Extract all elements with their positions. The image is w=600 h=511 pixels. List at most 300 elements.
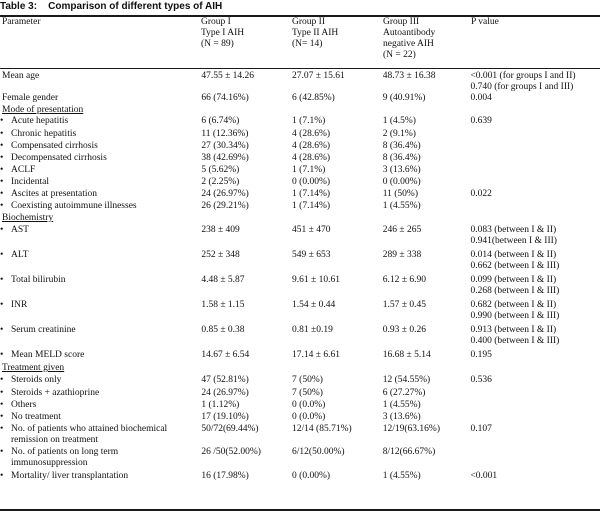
parameter-label: Total bilirubin xyxy=(11,275,66,285)
table-row xyxy=(0,375,600,388)
bullet-icon: • xyxy=(0,350,4,360)
group-2-cell xyxy=(292,153,383,165)
group-2-cell-value: 549 ± 653 xyxy=(292,250,331,260)
table-row xyxy=(0,300,600,325)
group-2-cell-value: 0 (0.00%) xyxy=(292,471,331,481)
bullet-icon: • xyxy=(0,300,4,310)
p-value-cell xyxy=(470,275,600,300)
section-heading: Mode of presentation xyxy=(2,105,84,115)
group-2-cell-value: 9.61 ± 10.61 xyxy=(292,275,340,285)
group-3-cell-value: 8 (36.4%) xyxy=(382,153,421,163)
table-row xyxy=(0,153,600,165)
bullet-icon: • xyxy=(0,189,4,199)
group-1-cell-value: 27 (30.34%) xyxy=(201,141,249,151)
group-3-cell-value: 11 (50%) xyxy=(382,189,418,199)
p-value-cell-value: 0.099 (between I & II) xyxy=(470,275,557,285)
group-2-cell xyxy=(292,471,383,483)
parameter-label: No. of patients on long term xyxy=(11,447,119,457)
group-2-cell xyxy=(292,250,383,275)
table-caption xyxy=(0,0,600,13)
group-1-cell-value: 47 (52.81%) xyxy=(201,375,249,385)
group-1-cell xyxy=(201,400,292,412)
bullet-icon: • xyxy=(0,400,4,410)
bullet-icon: • xyxy=(0,165,4,175)
table-row xyxy=(0,424,600,447)
p-value-cell xyxy=(470,71,600,93)
group-3-cell xyxy=(383,116,471,129)
parameter-label: Chronic hepatitis xyxy=(11,129,77,139)
parameter-cell xyxy=(0,325,201,350)
parameter-cell xyxy=(0,250,201,275)
group-1-cell-value: 6 (6.74%) xyxy=(201,116,240,126)
header-group-1 xyxy=(201,17,244,50)
header-group-1-line-3: (N = 89) xyxy=(201,39,234,49)
group-1-cell-value: 38 (42.69%) xyxy=(201,153,249,163)
p-value-cell xyxy=(470,250,600,275)
table-row xyxy=(0,116,600,129)
group-2-cell xyxy=(292,93,383,105)
group-3-cell xyxy=(383,300,471,325)
header-parameter xyxy=(2,17,41,28)
group-2-cell-value: 0.81 ±0.19 xyxy=(292,325,333,335)
parameter-label: Mean age xyxy=(2,71,40,81)
group-1-cell-value: 252 ± 348 xyxy=(201,250,240,260)
bullet-icon: • xyxy=(0,447,4,457)
group-3-cell xyxy=(383,141,471,153)
table-row xyxy=(0,201,600,213)
bullet-icon: • xyxy=(0,201,4,211)
bullet-icon: • xyxy=(0,225,4,235)
group-1-cell-value: 5 (5.62%) xyxy=(201,165,240,175)
header-p-value-label: P value xyxy=(471,17,499,27)
group-3-cell xyxy=(383,177,471,189)
group-3-cell xyxy=(383,201,471,213)
table-body xyxy=(0,71,600,483)
group-2-cell-value: 1 (7.1%) xyxy=(292,165,326,175)
group-2-cell xyxy=(292,275,383,300)
parameter-cell xyxy=(0,350,201,363)
parameter-cell xyxy=(0,447,201,471)
parameter-cell xyxy=(0,424,201,447)
group-1-cell xyxy=(201,189,292,201)
p-value-cell xyxy=(470,201,600,213)
group-1-cell xyxy=(201,471,292,483)
p-value-cell xyxy=(470,412,600,424)
parameter-cell xyxy=(0,165,201,177)
group-2-cell-value: 0 (0.0%) xyxy=(292,412,326,422)
group-1-cell-value: 1.58 ± 1.15 xyxy=(201,300,245,310)
group-2-cell xyxy=(292,129,383,141)
section-row xyxy=(0,363,600,375)
section-heading: Treatment given xyxy=(2,363,65,373)
p-value-cell-value: <0.001 (for groups I and II) xyxy=(470,71,576,81)
group-3-cell-value: 8/12(66.67%) xyxy=(382,447,436,457)
header-p-value xyxy=(471,17,499,28)
header-group-3-line-2: Autoantibody xyxy=(383,28,436,38)
p-value-cell-value: 0.990 (between I & III) xyxy=(470,311,560,321)
group-1-cell xyxy=(201,275,292,300)
parameter-cell xyxy=(0,471,201,483)
p-value-cell-value: 0.014 (between I & II) xyxy=(470,250,557,260)
group-2-cell xyxy=(292,165,383,177)
p-value-cell xyxy=(470,424,600,447)
header-group-2 xyxy=(292,17,338,50)
group-3-cell xyxy=(383,424,471,447)
parameter-cell xyxy=(0,213,202,225)
group-3-cell xyxy=(383,71,471,93)
header-group-2-line-1: Group II xyxy=(292,17,325,27)
group-1-cell-value: 16 (17.98%) xyxy=(201,471,249,481)
parameter-label: Compensated cirrhosis xyxy=(11,141,98,151)
table-row xyxy=(0,471,600,483)
group-2-cell xyxy=(292,350,383,363)
parameter-cell xyxy=(0,201,201,213)
group-2-cell xyxy=(292,424,383,447)
bullet-icon: • xyxy=(0,275,4,285)
group-1-cell-value: 2 (2.25%) xyxy=(201,177,240,187)
parameter-label: Ascites at presentation xyxy=(11,189,98,199)
group-3-cell-value: 0 (0.00%) xyxy=(382,177,421,187)
header-parameter-label: Parameter xyxy=(2,17,41,27)
group-3-cell-value: 1 (4.5%) xyxy=(382,116,416,126)
parameter-cell xyxy=(0,400,201,412)
table-row xyxy=(0,177,600,189)
header-group-1-line-2: Type I AIH xyxy=(201,28,245,38)
group-2-cell xyxy=(292,400,383,412)
group-2-cell-value: 4 (28.6%) xyxy=(292,141,331,151)
group-3-cell xyxy=(383,412,471,424)
table-row xyxy=(0,388,600,400)
group-2-cell-value: 17.14 ± 6.61 xyxy=(292,350,340,360)
parameter-label: Mean MELD score xyxy=(11,350,85,360)
p-value-cell xyxy=(470,177,600,189)
p-value-cell xyxy=(470,93,600,105)
parameter-label: AST xyxy=(11,225,29,235)
parameter-cell xyxy=(0,71,201,93)
group-1-cell xyxy=(201,424,292,447)
group-3-cell-value: 16.68 ± 5.14 xyxy=(382,350,431,360)
group-1-cell-value: 17 (19.10%) xyxy=(201,412,249,422)
parameter-label: Incidental xyxy=(11,177,49,187)
header-rule xyxy=(0,68,600,69)
group-3-cell-value: 6 (27.27%) xyxy=(382,388,426,398)
bullet-icon: • xyxy=(0,129,4,139)
group-3-cell-value: 3 (13.6%) xyxy=(382,165,421,175)
parameter-label: No. of patients who attained biochemical xyxy=(11,424,168,434)
group-1-cell xyxy=(201,375,292,388)
group-1-cell xyxy=(201,116,292,129)
group-2-cell-value: 0 (0.0%) xyxy=(292,400,326,410)
table-row xyxy=(0,250,600,275)
group-3-cell xyxy=(383,375,471,388)
parameter-label: Female gender xyxy=(2,93,59,103)
header-group-3-line-3: negative AIH xyxy=(383,39,434,49)
group-2-cell-value: 1 (7.1%) xyxy=(292,116,326,126)
group-1-cell xyxy=(201,447,292,471)
parameter-label: Acute hepatitis xyxy=(11,116,69,126)
group-1-cell xyxy=(201,93,292,105)
group-1-cell xyxy=(201,71,292,93)
section-row xyxy=(0,213,600,225)
table-row xyxy=(0,325,600,350)
group-3-cell-value: 1 (4.55%) xyxy=(382,400,421,410)
parameter-label: ALT xyxy=(11,250,29,260)
table-row xyxy=(0,350,600,363)
group-3-cell-value: 9 (40.91%) xyxy=(382,93,426,103)
header-group-2-line-3: (N= 14) xyxy=(292,39,323,49)
p-value-cell-value: 0.941(between I & III) xyxy=(470,236,557,246)
group-1-cell xyxy=(201,388,292,400)
bullet-icon: • xyxy=(0,177,4,187)
group-2-cell xyxy=(292,71,383,93)
parameter-cell xyxy=(0,275,201,300)
parameter-cell xyxy=(0,388,201,400)
group-3-cell xyxy=(383,189,471,201)
group-3-cell-value: 12/19(63.16%) xyxy=(382,424,440,434)
group-1-cell-value: 47.55 ± 14.26 xyxy=(201,71,255,81)
group-2-cell xyxy=(292,375,383,388)
group-2-cell xyxy=(292,189,383,201)
p-value-cell xyxy=(470,165,600,177)
p-value-cell-value: 0.536 xyxy=(470,375,492,385)
section-row xyxy=(0,105,600,116)
section-heading: Biochemistry xyxy=(2,213,54,223)
p-value-cell-value: 0.682 (between I & II) xyxy=(470,300,557,310)
group-3-cell xyxy=(383,129,471,141)
group-3-cell-value: 12 (54.55%) xyxy=(382,375,431,385)
group-3-cell xyxy=(383,275,471,300)
group-2-cell-value: 1 (7.14%) xyxy=(292,189,331,199)
p-value-cell xyxy=(470,375,600,388)
parameter-cell xyxy=(0,141,201,153)
p-value-cell-value: 0.268 (between I & III) xyxy=(470,286,560,296)
p-value-cell-value: 0.740 (for groups I and III) xyxy=(470,82,574,92)
bullet-icon: • xyxy=(0,141,4,151)
table-title: Comparison of different types of AIH xyxy=(48,1,223,12)
parameter-label: Coexisting autoimmune illnesses xyxy=(11,201,137,211)
group-3-cell xyxy=(383,400,471,412)
group-1-cell-value: 24 (26.97%) xyxy=(201,189,249,199)
parameter-cell xyxy=(0,177,201,189)
table-row xyxy=(0,93,600,105)
group-1-cell xyxy=(201,165,292,177)
p-value-cell-value: 0.913 (between I & II) xyxy=(470,325,557,335)
group-2-cell xyxy=(292,412,383,424)
parameter-cell xyxy=(0,116,201,129)
group-2-cell-value: 6/12(50.00%) xyxy=(292,447,345,457)
p-value-cell xyxy=(470,325,600,350)
header-group-3-line-4: (N = 22) xyxy=(383,50,416,60)
p-value-cell xyxy=(470,447,600,471)
parameter-label: INR xyxy=(11,300,28,310)
group-2-cell-value: 1 (7.14%) xyxy=(292,201,331,211)
p-value-cell xyxy=(470,400,600,412)
p-value-cell-value: 0.639 xyxy=(470,116,492,126)
group-3-cell-value: 1 (4.55%) xyxy=(382,201,421,211)
group-3-cell xyxy=(383,165,471,177)
p-value-cell-value: 0.083 (between I & II) xyxy=(470,225,557,235)
group-1-cell xyxy=(201,153,292,165)
p-value-cell-value: 0.004 xyxy=(470,93,492,103)
group-2-cell-value: 12/14 (85.71%) xyxy=(292,424,352,434)
p-value-cell-value: 0.195 xyxy=(470,350,492,360)
group-3-cell-value: 1 (4.55%) xyxy=(382,471,421,481)
group-2-cell-value: 7 (50%) xyxy=(292,375,323,385)
group-3-cell-value: 1.57 ± 0.45 xyxy=(382,300,426,310)
parameter-label: ACLF xyxy=(11,165,36,175)
group-2-cell xyxy=(292,225,383,250)
group-1-cell-value: 11 (12.36%) xyxy=(201,129,249,139)
bullet-icon: • xyxy=(0,250,4,260)
group-1-cell-value: 14.67 ± 6.54 xyxy=(201,350,250,360)
group-3-cell xyxy=(383,447,471,471)
header-group-3 xyxy=(383,17,435,61)
group-1-cell-value: 1 (1.12%) xyxy=(201,400,240,410)
group-3-cell xyxy=(383,250,471,275)
group-2-cell xyxy=(292,447,383,471)
table-row xyxy=(0,275,600,300)
p-value-cell xyxy=(470,189,600,201)
parameter-cell xyxy=(0,129,201,141)
parameter-label: Mortality/ liver transplantation xyxy=(11,471,129,481)
parameter-cell xyxy=(0,153,201,165)
p-value-cell-value: 0.400 (between I & III) xyxy=(470,336,560,346)
group-1-cell xyxy=(201,350,292,363)
p-value-cell xyxy=(470,350,600,363)
group-3-cell-value: 289 ± 338 xyxy=(382,250,422,260)
table-row xyxy=(0,412,600,424)
group-2-cell xyxy=(292,116,383,129)
group-1-cell xyxy=(201,225,292,250)
p-value-cell xyxy=(470,388,600,400)
parameter-cell xyxy=(0,300,201,325)
group-2-cell xyxy=(292,388,383,400)
group-1-cell-value: 26 (29.21%) xyxy=(201,201,249,211)
p-value-cell xyxy=(470,116,600,129)
group-3-cell-value: 2 (9.1%) xyxy=(382,129,416,139)
group-1-cell-value: 26 /50(52.00%) xyxy=(201,447,261,457)
bullet-icon: • xyxy=(0,153,4,163)
table-row xyxy=(0,71,600,93)
group-3-cell xyxy=(383,93,471,105)
table-row xyxy=(0,400,600,412)
group-1-cell-value: 238 ± 409 xyxy=(201,225,240,235)
table-number: Table 3: xyxy=(0,1,38,12)
p-value-cell xyxy=(470,300,600,325)
group-1-cell xyxy=(201,250,292,275)
parameter-label: immunosuppression xyxy=(11,458,88,468)
parameter-label: Steroids + azathioprine xyxy=(11,388,100,398)
bullet-icon: • xyxy=(0,325,4,335)
group-2-cell xyxy=(292,201,383,213)
group-2-cell-value: 4 (28.6%) xyxy=(292,153,331,163)
parameter-cell xyxy=(0,105,202,116)
parameter-label: Serum creatinine xyxy=(11,325,76,335)
group-3-cell-value: 6.12 ± 6.90 xyxy=(382,275,426,285)
header-group-1-line-1: Group I xyxy=(201,17,231,27)
parameter-cell xyxy=(0,93,201,105)
group-3-cell xyxy=(383,471,471,483)
p-value-cell xyxy=(470,225,600,250)
header-group-3-line-1: Group III xyxy=(383,17,420,27)
group-2-cell xyxy=(292,177,383,189)
table-row xyxy=(0,129,600,141)
p-value-cell xyxy=(470,471,600,483)
group-3-cell-value: 0.93 ± 0.26 xyxy=(382,325,426,335)
group-2-cell-value: 1.54 ± 0.44 xyxy=(292,300,336,310)
p-value-cell-value: 0.662 (between I & III) xyxy=(470,261,560,271)
group-1-cell xyxy=(201,325,292,350)
group-3-cell-value: 3 (13.6%) xyxy=(382,412,421,422)
group-3-cell-value: 246 ± 265 xyxy=(382,225,422,235)
bullet-icon: • xyxy=(0,471,4,481)
parameter-cell xyxy=(0,189,201,201)
group-2-cell-value: 0 (0.00%) xyxy=(292,177,331,187)
parameter-label: Others xyxy=(11,400,37,410)
parameter-label: Steroids only xyxy=(11,375,62,385)
p-value-cell-value: 0.022 xyxy=(470,189,492,199)
table-row xyxy=(0,165,600,177)
p-value-cell xyxy=(470,141,600,153)
group-1-cell-value: 4.48 ± 5.87 xyxy=(201,275,245,285)
p-value-cell xyxy=(470,129,600,141)
group-1-cell xyxy=(201,412,292,424)
group-1-cell-value: 50/72(69.44%) xyxy=(201,424,259,434)
parameter-label: remission on treatment xyxy=(11,435,99,445)
group-2-cell xyxy=(292,141,383,153)
group-2-cell-value: 6 (42.85%) xyxy=(292,93,335,103)
group-2-cell-value: 7 (50%) xyxy=(292,388,323,398)
group-1-cell xyxy=(201,141,292,153)
group-2-cell-value: 451 ± 470 xyxy=(292,225,331,235)
group-3-cell xyxy=(383,325,471,350)
group-2-cell xyxy=(292,325,383,350)
table-row xyxy=(0,225,600,250)
bullet-icon: • xyxy=(0,116,4,126)
group-3-cell xyxy=(383,388,471,400)
parameter-label: No treatment xyxy=(11,412,61,422)
table-row xyxy=(0,141,600,153)
table-row xyxy=(0,189,600,201)
group-3-cell xyxy=(383,153,471,165)
group-2-cell xyxy=(292,300,383,325)
group-3-cell xyxy=(383,225,471,250)
group-1-cell xyxy=(201,300,292,325)
bullet-icon: • xyxy=(0,388,4,398)
header-group-2-line-2: Type II AIH xyxy=(292,28,339,38)
parameter-label: Decompensated cirrhosis xyxy=(11,153,107,163)
p-value-cell-value: 0.107 xyxy=(470,424,492,434)
parameter-cell xyxy=(0,225,201,250)
group-3-cell xyxy=(383,350,471,363)
parameter-cell xyxy=(0,412,201,424)
p-value-cell-value: <0.001 xyxy=(470,471,498,481)
group-1-cell-value: 66 (74.16%) xyxy=(201,93,249,103)
group-3-cell-value: 48.73 ± 16.38 xyxy=(382,71,436,81)
bullet-icon: • xyxy=(0,424,4,434)
parameter-cell xyxy=(0,363,202,375)
group-1-cell xyxy=(201,129,292,141)
table-row xyxy=(0,447,600,471)
group-1-cell-value: 0.85 ± 0.38 xyxy=(201,325,245,335)
group-1-cell xyxy=(201,177,292,189)
group-3-cell-value: 8 (36.4%) xyxy=(382,141,421,151)
group-1-cell-value: 24 (26.97%) xyxy=(201,388,249,398)
bullet-icon: • xyxy=(0,375,4,385)
bullet-icon: • xyxy=(0,412,4,422)
group-2-cell-value: 27.07 ± 15.61 xyxy=(292,71,345,81)
group-1-cell xyxy=(201,201,292,213)
